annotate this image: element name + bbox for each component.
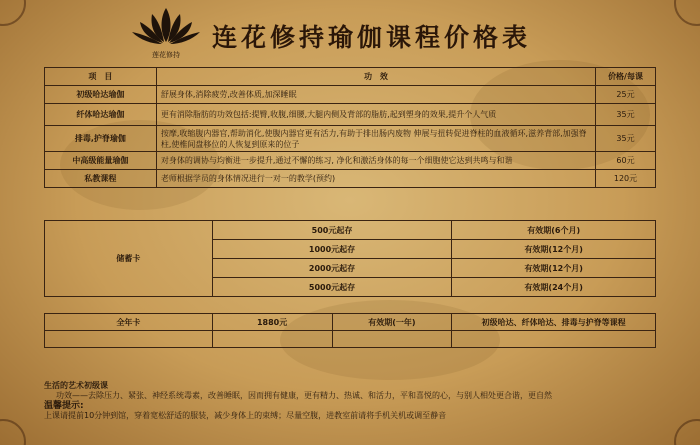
corner-ornament-bottom-left — [0, 419, 26, 445]
stored-value-card-table — [44, 220, 656, 297]
table-header-row — [45, 68, 656, 86]
course-price: 35元 — [596, 104, 656, 126]
card-validity: 有效期(12个月) — [452, 240, 656, 259]
empty-cell — [45, 331, 213, 348]
table-row — [45, 126, 656, 152]
table-row — [45, 221, 656, 240]
empty-cell — [332, 331, 452, 348]
header-item: 项 目 — [45, 68, 157, 86]
course-name: 中高级能量瑜伽 — [45, 152, 157, 170]
header-price: 价格/每课 — [596, 68, 656, 86]
card-label: 储蓄卡 — [45, 221, 213, 297]
corner-ornament-bottom-right — [674, 419, 700, 445]
course-name: 排毒,护脊瑜伽 — [45, 126, 157, 152]
annual-card-table — [44, 313, 656, 348]
empty-cell — [212, 331, 332, 348]
table-row — [45, 86, 656, 104]
annual-label: 全年卡 — [45, 314, 213, 331]
notes-body: 功效——去除压力、紧张、神经系统毒素，改善睡眠，因而拥有健康，更有精力、热诚、和活力，平和喜悦的心，与别人相处更合谐，更自然 — [56, 391, 552, 400]
notes-heading: 生活的艺术初级课 — [44, 381, 108, 390]
card-validity: 有效期(12个月) — [452, 259, 656, 278]
course-effect: 更有消除脂肪的功效包括:提臀,收腹,细腰,大腿内侧及背部的脂肪,起到塑身的效果,提升个人气质 — [156, 104, 595, 126]
table-row — [45, 170, 656, 188]
card-amount: 5000元起存 — [212, 278, 452, 297]
empty-cell — [452, 331, 656, 348]
course-price: 60元 — [596, 152, 656, 170]
course-effect: 按摩,收缩腹内器官,帮助消化,使腹内器官更有活力,有助于排出肠内废物 伸展与扭转促进脊柱的血液循环,滋养背部,加强脊柱,使椎间盘移位的人恢复到原来的位子 — [156, 126, 595, 152]
tip-label: 温馨提示: — [44, 401, 84, 411]
card-amount: 500元起存 — [212, 221, 452, 240]
course-name: 纤体哈达瑜伽 — [45, 104, 157, 126]
tip-text: 上课请提前10分钟到馆，穿着宽松舒适的服装，减少身体上的束缚；尽量空腹，进教室前请将手机关机或调至静音 — [44, 411, 447, 420]
course-name: 初级哈达瑜伽 — [45, 86, 157, 104]
table-row — [45, 331, 656, 348]
annual-courses: 初级哈达、纤体哈达、排毒与护脊等课程 — [452, 314, 656, 331]
annual-price: 1880元 — [212, 314, 332, 331]
lotus-icon — [128, 6, 204, 50]
course-price: 120元 — [596, 170, 656, 188]
corner-ornament-top-left — [0, 0, 26, 26]
course-name: 私教课程 — [45, 170, 157, 188]
card-amount: 2000元起存 — [212, 259, 452, 278]
course-price: 35元 — [596, 126, 656, 152]
table-row — [45, 314, 656, 331]
card-validity: 有效期(24个月) — [452, 278, 656, 297]
table-row — [45, 152, 656, 170]
annual-validity: 有效期(一年) — [332, 314, 452, 331]
card-validity: 有效期(6个月) — [452, 221, 656, 240]
course-price-table — [44, 67, 656, 188]
course-price: 25元 — [596, 86, 656, 104]
card-amount: 1000元起存 — [212, 240, 452, 259]
page-title: 连花修持瑜伽课程价格表 — [212, 23, 532, 52]
notes-section — [44, 381, 674, 421]
lotus-logo — [128, 6, 204, 60]
corner-ornament-top-right — [674, 0, 700, 26]
header-effect: 功 效 — [156, 68, 595, 86]
course-effect: 舒展身体,消除疲劳,改善体质,加深睡眠 — [156, 86, 595, 104]
course-effect: 老师根据学员的身体情况进行一对一的教学(预约) — [156, 170, 595, 188]
table-row — [45, 104, 656, 126]
logo-text: 莲花修持 — [152, 51, 180, 59]
course-effect: 对身体的调协与均衡进一步提升,通过不懈的练习, 净化和激活身体的每一个细胞使它达到共鸣与和谐 — [156, 152, 595, 170]
